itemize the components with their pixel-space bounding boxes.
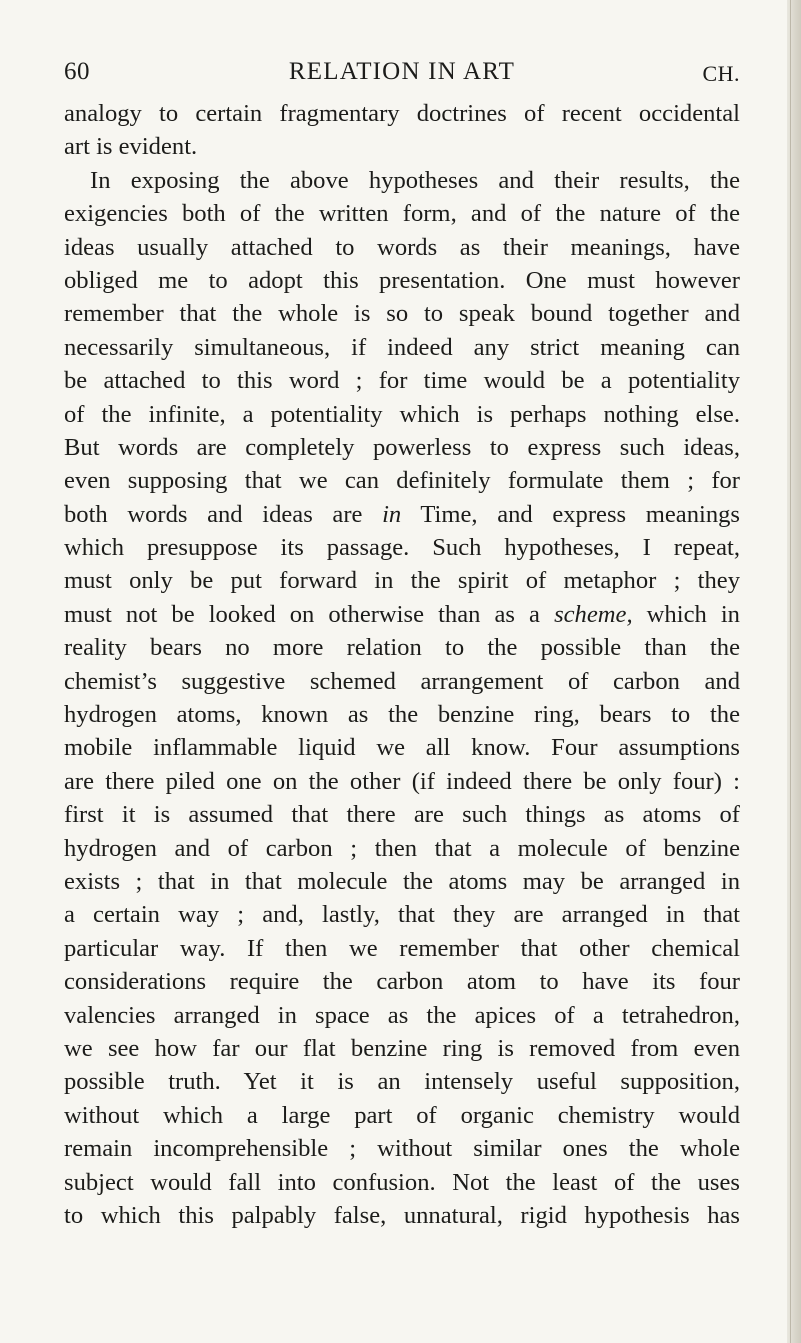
text-line: valencies arranged in space as the apices of a tetrahedron, xyxy=(64,1001,740,1029)
text-line: hydrogen and of carbon ; then that a molecule of benzine xyxy=(64,834,740,862)
body-text xyxy=(64,97,740,1232)
text-line: reality bears no more relation to the possible than the xyxy=(64,634,740,662)
text-line: exigencies both of the written form, and of the nature of the xyxy=(64,200,740,228)
text-line: are there piled one on the other (if indeed there be only four) : xyxy=(64,767,740,795)
text-line xyxy=(64,598,740,631)
text-line: which presuppose its passage. Such hypotheses, I repeat, xyxy=(64,534,740,562)
text-line: considerations require the carbon atom to have its four xyxy=(64,968,740,996)
text-line xyxy=(64,498,740,531)
text-line: art is evident. xyxy=(64,133,198,161)
text-line: remember that the whole is so to speak bound together and xyxy=(64,300,740,328)
text-fragment: must not be looked on otherwise than as a xyxy=(64,600,540,628)
text-line: of the infinite, a potentiality which is perhaps nothing else. xyxy=(64,400,740,428)
chapter-abbreviation: CH. xyxy=(702,61,740,86)
italic-word: scheme, xyxy=(554,600,633,628)
italic-word: in xyxy=(382,500,402,528)
text-line: even supposing that we can definitely formulate them ; for xyxy=(64,467,740,495)
text-line: hydrogen atoms, known as the benzine ring, bears to the xyxy=(64,701,740,729)
text-line: subject would fall into confusion. Not the least of the uses xyxy=(64,1168,740,1196)
text-line: be attached to this word ; for time would be a potentiality xyxy=(64,367,740,395)
text-fragment: both words and ideas are xyxy=(64,500,363,528)
text-line: ideas usually attached to words as their meanings, have xyxy=(64,233,740,261)
text-fragment: which in xyxy=(646,600,740,628)
text-line: possible truth. Yet it is an intensely useful supposition, xyxy=(64,1068,740,1096)
text-line: obliged me to adopt this presentation. One must however xyxy=(64,266,740,294)
text-line: analogy to certain fragmentary doctrines of recent occidental xyxy=(64,100,740,127)
text-line: mobile inflammable liquid we all know. Four assumptions xyxy=(64,734,740,762)
text-line: remain incomprehensible ; without similar ones the whole xyxy=(64,1135,740,1163)
text-line: In exposing the above hypotheses and their results, the xyxy=(90,166,740,194)
text-line: particular way. If then we remember that other chemical xyxy=(64,934,740,962)
text-line: chemist’s suggestive schemed arrangement of carbon and xyxy=(64,667,740,695)
text-line: exists ; that in that molecule the atoms may be arranged in xyxy=(64,867,740,895)
text-line: a certain way ; and, lastly, that they are arranged in that xyxy=(64,901,740,929)
page-number: 60 xyxy=(64,58,90,85)
page-edge-line xyxy=(790,0,791,1343)
text-line: without which a large part of organic chemistry would xyxy=(64,1101,740,1129)
running-title: RELATION IN ART xyxy=(288,58,516,85)
text-line: to which this palpably false, unnatural, rigid hypothesis has xyxy=(64,1201,740,1229)
text-fragment: Time, and express meanings xyxy=(420,500,740,528)
text-line: necessarily simultaneous, if indeed any strict meaning can xyxy=(64,333,740,361)
running-head xyxy=(64,58,740,92)
text-line: must only be put forward in the spirit of metaphor ; they xyxy=(64,567,740,595)
text-line: But words are completely powerless to express such ideas, xyxy=(64,433,740,461)
text-line: first it is assumed that there are such things as atoms of xyxy=(64,801,740,829)
text-line: we see how far our flat benzine ring is removed from even xyxy=(64,1034,740,1062)
